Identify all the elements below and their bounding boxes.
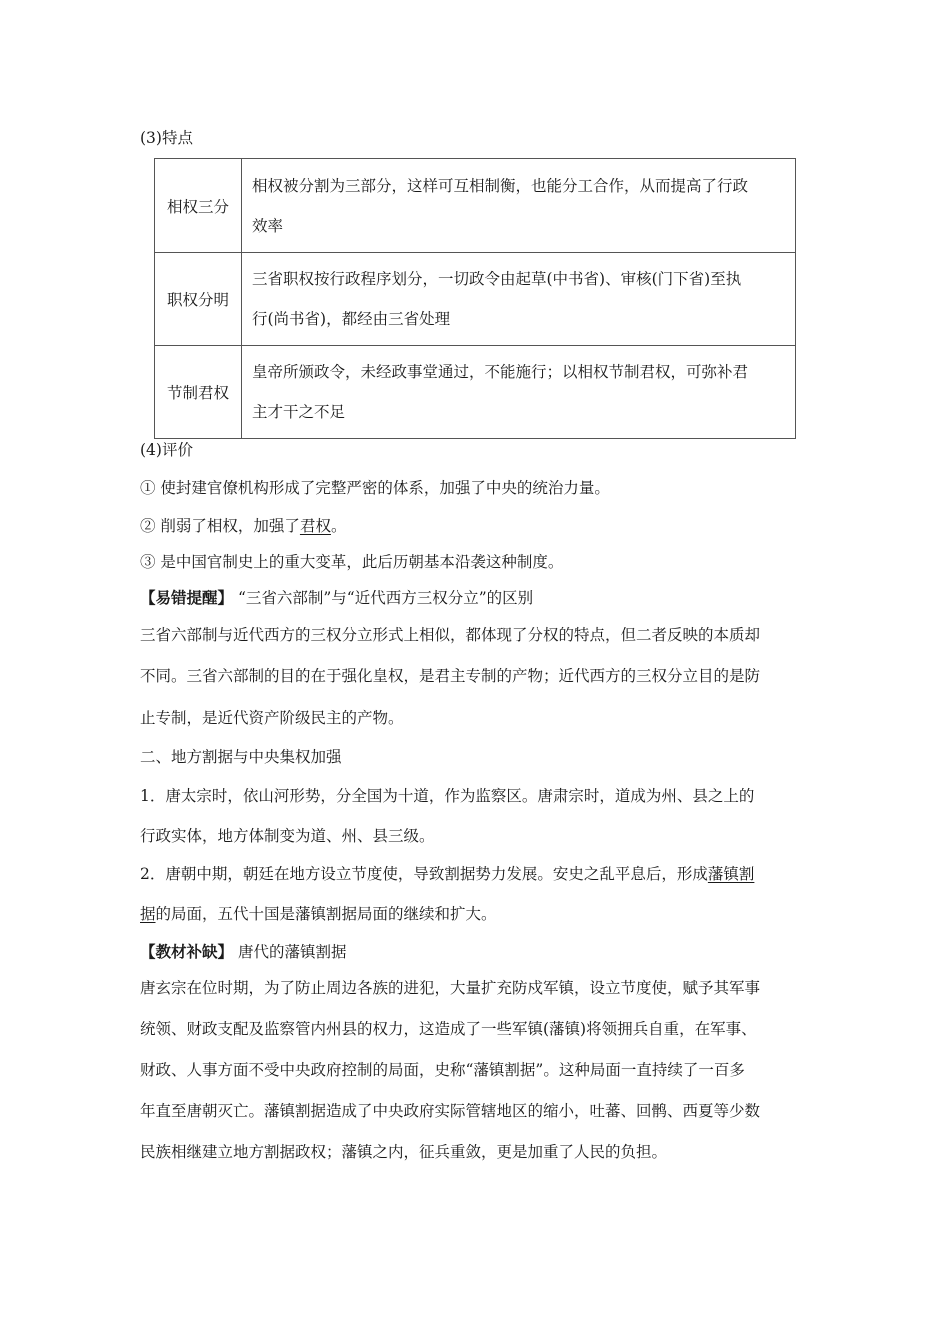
underlined-keyword: 据 <box>140 905 156 923</box>
tip-title: “三省六部制”与“近代西方三权分立”的区别 <box>237 589 534 607</box>
point-2-line <box>140 904 820 924</box>
tip-paragraph-line: 止专制，是近代资产阶级民主的产物。 <box>140 709 404 727</box>
feature-description-line: 行(尚书省)，都经由三省处理 <box>252 310 451 328</box>
evaluation-item-2-end: 。 <box>330 517 347 535</box>
point-2-text: 的局面，五代十国是藩镇割据局面的继续和扩大。 <box>155 905 497 923</box>
underlined-keyword: 君权 <box>299 517 331 535</box>
supplement-paragraph-line: 年直至唐朝灭亡。藩镇割据造成了中央政府实际管辖地区的缩小，吐蕃、回鹘、西夏等少数 <box>140 1102 761 1120</box>
feature-description-line: 皇帝所颁政令，未经政事堂通过，不能施行；以相权节制君权，可弥补君 <box>252 363 749 381</box>
evaluation-item-1: ① 使封建官僚机构形成了完整严密的体系，加强了中央的统治力量。 <box>140 479 610 497</box>
section-3-heading: (3)特点 <box>140 129 193 147</box>
tip-paragraph-line: 三省六部制与近代西方的三权分立形式上相似，都体现了分权的特点，但二者反映的本质却 <box>140 626 761 644</box>
feature-description-line: 三省职权按行政程序划分，一切政令由起草(中书省)、审核(门下省)至执 <box>252 270 742 288</box>
part-2-heading: 二、地方割据与中央集权加强 <box>140 748 342 766</box>
evaluation-item-2-text: ② 削弱了相权，加强了 <box>140 517 300 535</box>
features-table <box>154 158 796 439</box>
supplement-title: 唐代的藩镇割据 <box>237 943 347 961</box>
table-row <box>155 346 796 439</box>
supplement-heading <box>140 942 820 962</box>
table-row <box>155 159 796 253</box>
table-row <box>155 253 796 346</box>
evaluation-item-3: ③ 是中国官制史上的重大变革，此后历朝基本沿袭这种制度。 <box>140 553 564 571</box>
point-2-text: 2．唐朝中期，朝廷在地方设立节度使，导致割据势力发展。安史之乱平息后，形成 <box>140 865 708 883</box>
feature-term: 相权三分 <box>155 159 242 253</box>
tip-tag: 【易错提醒】 <box>140 588 234 607</box>
feature-description-line: 主才干之不足 <box>252 403 346 421</box>
supplement-tag: 【教材补缺】 <box>140 942 234 961</box>
feature-description <box>242 346 796 439</box>
evaluation-item-2 <box>140 516 820 536</box>
point-1-line: 行政实体，地方体制变为道、州、县三级。 <box>140 827 435 845</box>
supplement-paragraph-line: 民族相继建立地方割据政权；藩镇之内，征兵重敛，更是加重了人民的负担。 <box>140 1143 668 1161</box>
feature-description <box>242 253 796 346</box>
tip-paragraph-line: 不同。三省六部制的目的在于强化皇权，是君主专制的产物；近代西方的三权分立目的是防 <box>140 667 761 685</box>
section-4-heading: (4)评价 <box>140 441 193 459</box>
point-1-line: 1．唐太宗时，依山河形势，分全国为十道，作为监察区。唐肃宗时，道成为州、县之上的 <box>140 787 755 805</box>
feature-description-line: 效率 <box>252 216 284 235</box>
supplement-paragraph-line: 唐玄宗在位时期，为了防止周边各族的进犯，大量扩充防戍军镇，设立节度使，赋予其军事 <box>140 979 761 997</box>
feature-description-line: 相权被分割为三部分，这样可互相制衡，也能分工合作，从而提高了行政 <box>252 176 749 195</box>
feature-description <box>242 159 796 253</box>
feature-term: 节制君权 <box>155 346 242 439</box>
feature-term: 职权分明 <box>155 253 242 346</box>
supplement-paragraph-line: 财政、人事方面不受中央政府控制的局面，史称“藩镇割据”。这种局面一直持续了一百多 <box>140 1061 745 1079</box>
supplement-paragraph-line: 统领、财政支配及监察管内州县的权力，这造成了一些军镇(藩镇)将领拥兵自重，在军事、 <box>140 1020 757 1038</box>
point-2-line <box>140 864 820 884</box>
tip-heading <box>140 588 820 608</box>
underlined-keyword: 藩镇割 <box>707 865 755 883</box>
